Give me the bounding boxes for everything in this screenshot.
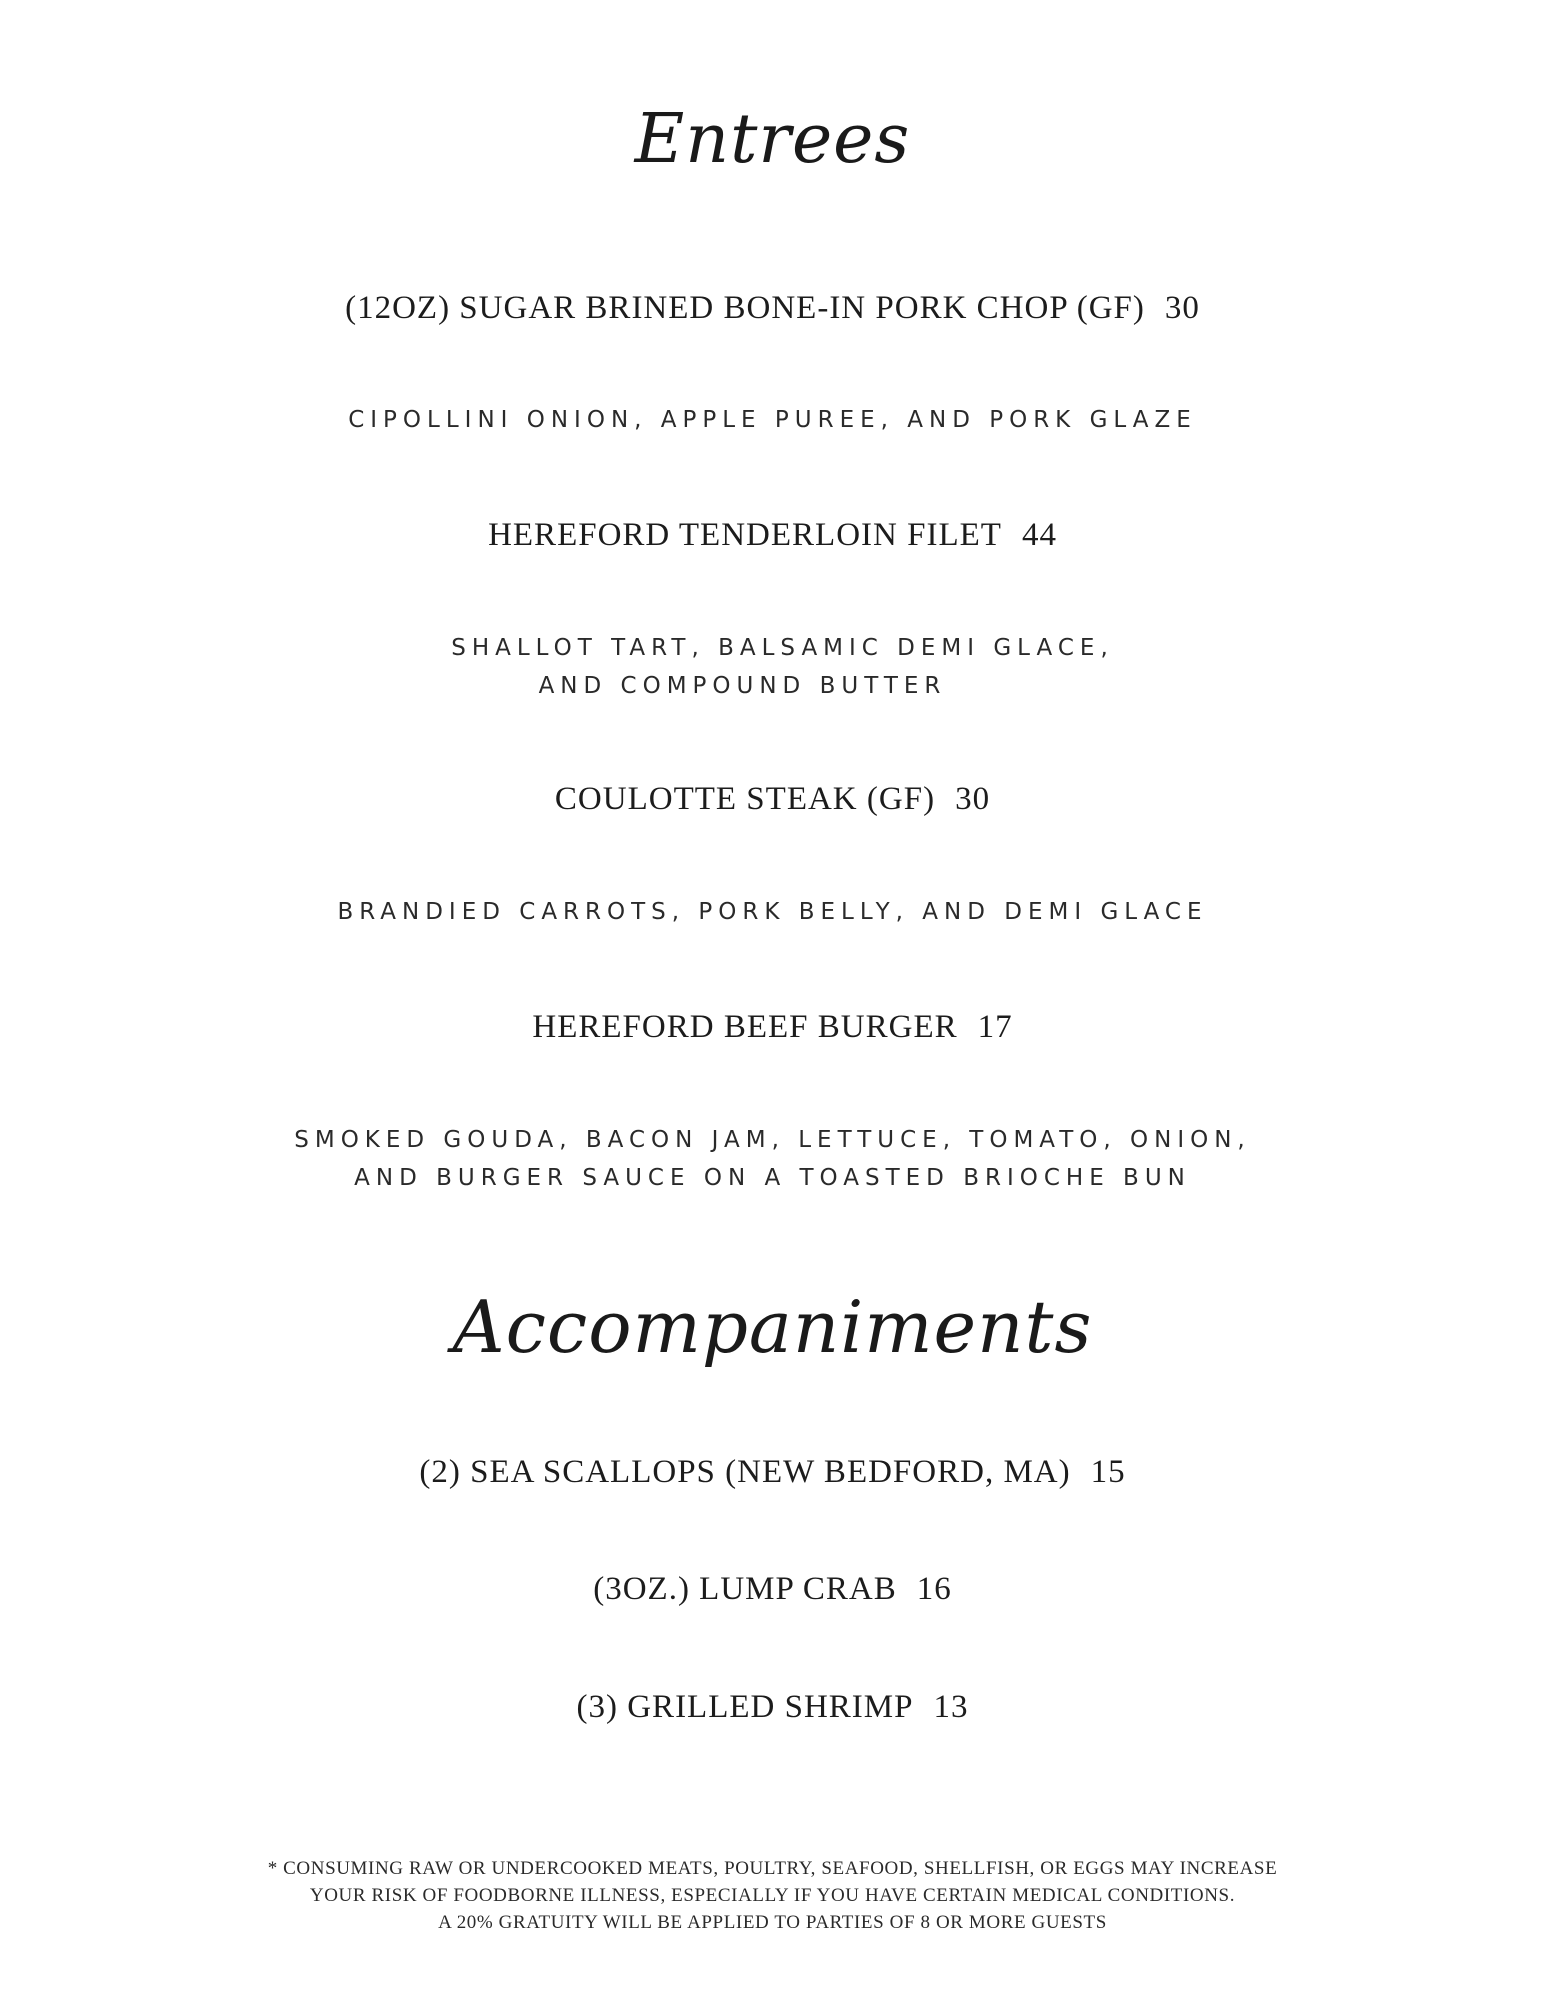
footer-line: A 20% GRATUITY WILL BE APPLIED TO PARTIES OF 8 OR MORE GUESTS: [438, 1912, 1107, 1933]
entree-item-price: 30: [1164, 290, 1200, 326]
entree-item-burger: [0, 1005, 1545, 1049]
description-line: CIPOLLINI ONION, APPLE PUREE, AND PORK GLAZE: [348, 407, 1197, 433]
entree-item-pork-chop: [0, 286, 1545, 330]
accompaniment-item-price: 16: [916, 1571, 952, 1607]
description-line: SMOKED GOUDA, BACON JAM, LETTUCE, TOMATO, ONION,: [294, 1127, 1251, 1153]
accompaniment-item-price: 15: [1090, 1454, 1126, 1490]
accompaniment-item-crab: [0, 1567, 1545, 1611]
entree-item-name: COULOTTE STEAK (GF): [554, 781, 936, 817]
accompaniment-item-scallops: [0, 1450, 1545, 1494]
accompaniment-item-name: (3) GRILLED SHRIMP: [576, 1689, 914, 1725]
entree-item-coulotte: [0, 777, 1545, 821]
entree-item-price: 30: [955, 781, 991, 817]
entree-item-description: [0, 401, 1545, 439]
footer-line: * CONSUMING RAW OR UNDERCOOKED MEATS, POULTRY, SEAFOOD, SHELLFISH, OR EGGS MAY INCREASE: [267, 1858, 1278, 1879]
entree-item-price: 44: [1021, 517, 1057, 553]
accompaniment-item-name: (2) SEA SCALLOPS (NEW BEDFORD, MA): [419, 1454, 1071, 1490]
entree-item-description: [0, 893, 1545, 931]
description-line: AND BURGER SAUCE ON A TOASTED BRIOCHE BUN: [354, 1165, 1191, 1191]
entree-item-price: 17: [977, 1009, 1013, 1045]
entree-item-name: HEREFORD BEEF BURGER: [532, 1009, 958, 1045]
entree-item-description: [0, 629, 1545, 705]
accompaniment-item-shrimp: [0, 1685, 1545, 1729]
entree-item-tenderloin: [0, 513, 1545, 557]
accompaniment-item-price: 13: [933, 1689, 969, 1725]
footer-disclaimer: [0, 1855, 1545, 1936]
entree-item-description: [0, 1121, 1545, 1197]
entree-item-name: HEREFORD TENDERLOIN FILET: [488, 517, 1002, 553]
accompaniments-heading: Accompaniments: [452, 1285, 1093, 1369]
description-line: SHALLOT TART, BALSAMIC DEMI GLACE,: [451, 635, 1114, 661]
description-line: BRANDIED CARROTS, PORK BELLY, AND DEMI GLACE: [337, 899, 1208, 925]
entree-item-name: (12OZ) SUGAR BRINED BONE-IN PORK CHOP (GF): [345, 290, 1145, 326]
entrees-heading: Entrees: [634, 100, 911, 179]
accompaniment-item-name: (3OZ.) LUMP CRAB: [593, 1571, 897, 1607]
description-line: AND COMPOUND BUTTER: [538, 673, 947, 699]
footer-line: YOUR RISK OF FOODBORNE ILLNESS, ESPECIALLY IF YOU HAVE CERTAIN MEDICAL CONDITIONS.: [309, 1885, 1236, 1906]
